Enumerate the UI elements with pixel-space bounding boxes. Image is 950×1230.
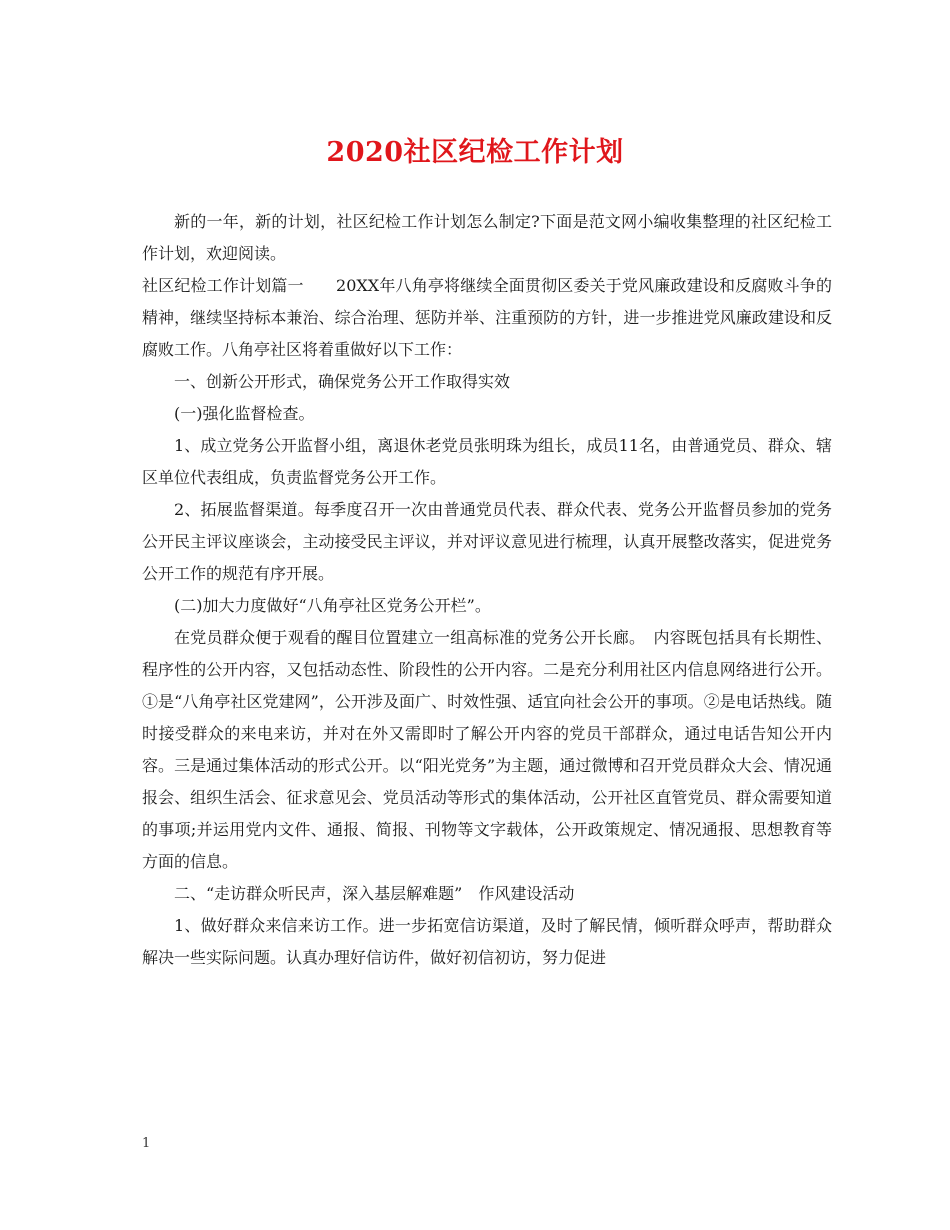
document-body	[142, 206, 832, 974]
paragraph-plan-heading: 社区纪检工作计划篇一 20XX年八角亭将继续全面贯彻区委关于党风廉政建设和反腐败斗争的精神，继续坚持标本兼治、综合治理、惩防并举、注重预防的方针，进一步推进党风廉政建设和反腐败工作。八角亭社区将着重做好以下工作：	[142, 276, 832, 359]
section-heading-2: 二、“走访群众听民声，深入基层解难题” 作风建设活动	[174, 884, 575, 903]
document-title: 2020社区纪检工作计划	[326, 137, 624, 168]
paragraph-visits: 1、做好群众来信来访工作。进一步拓宽信访渠道，及时了解民情，倾听群众呼声，帮助群众解决一些实际问题。认真办理好信访件，做好初信初访，努力促进	[142, 916, 832, 967]
paragraph-item-2: 2、拓展监督渠道。每季度召开一次由普通党员代表、群众代表、党务公开监督员参加的党务公开民主评议座谈会，主动接受民主评议，并对评议意见进行梳理，认真开展整改落实，促进党务公开工作的规范有序开展。	[142, 500, 832, 583]
subsection-heading-1: (一)强化监督检查。	[174, 404, 315, 423]
subsection-heading-2: (二)加大力度做好“八角亭社区党务公开栏”。	[174, 596, 491, 615]
paragraph-item-1: 1、成立党务公开监督小组，离退休老党员张明珠为组长，成员11名，由普通党员、群众、辖区单位代表组成，负责监督党务公开工作。	[142, 436, 832, 487]
section-heading-1: 一、创新公开形式，确保党务公开工作取得实效	[174, 372, 511, 391]
paragraph-intro: 新的一年，新的计划，社区纪检工作计划怎么制定?下面是范文网小编收集整理的社区纪检工作计划，欢迎阅读。	[142, 212, 832, 263]
page-number: 1	[142, 1136, 151, 1151]
paragraph-disclosure: 在党员群众便于观看的醒目位置建立一组高标准的党务公开长廊。 内容既包括具有长期性、程序性的公开内容，又包括动态性、阶段性的公开内容。二是充分利用社区内信息网络进行公开。①是“八角亭社区党建网”，公开涉及面广、时效性强、适宜向社会公开的事项。②是电话热线。随时接受群众的来电来访，并对在外又需即时了解公开内容的党员干部群众，通过电话告知公开内容。三是通过集体活动的形式公开。以“阳光党务”为主题，通过微博和召开党员群众大会、情况通报会、组织生活会、征求意见会、党员活动等形式的集体活动，公开社区直管党员、群众需要知道的事项;并运用党内文件、通报、简报、刊物等文字载体，公开政策规定、情况通报、思想教育等方面的信息。	[142, 628, 832, 871]
